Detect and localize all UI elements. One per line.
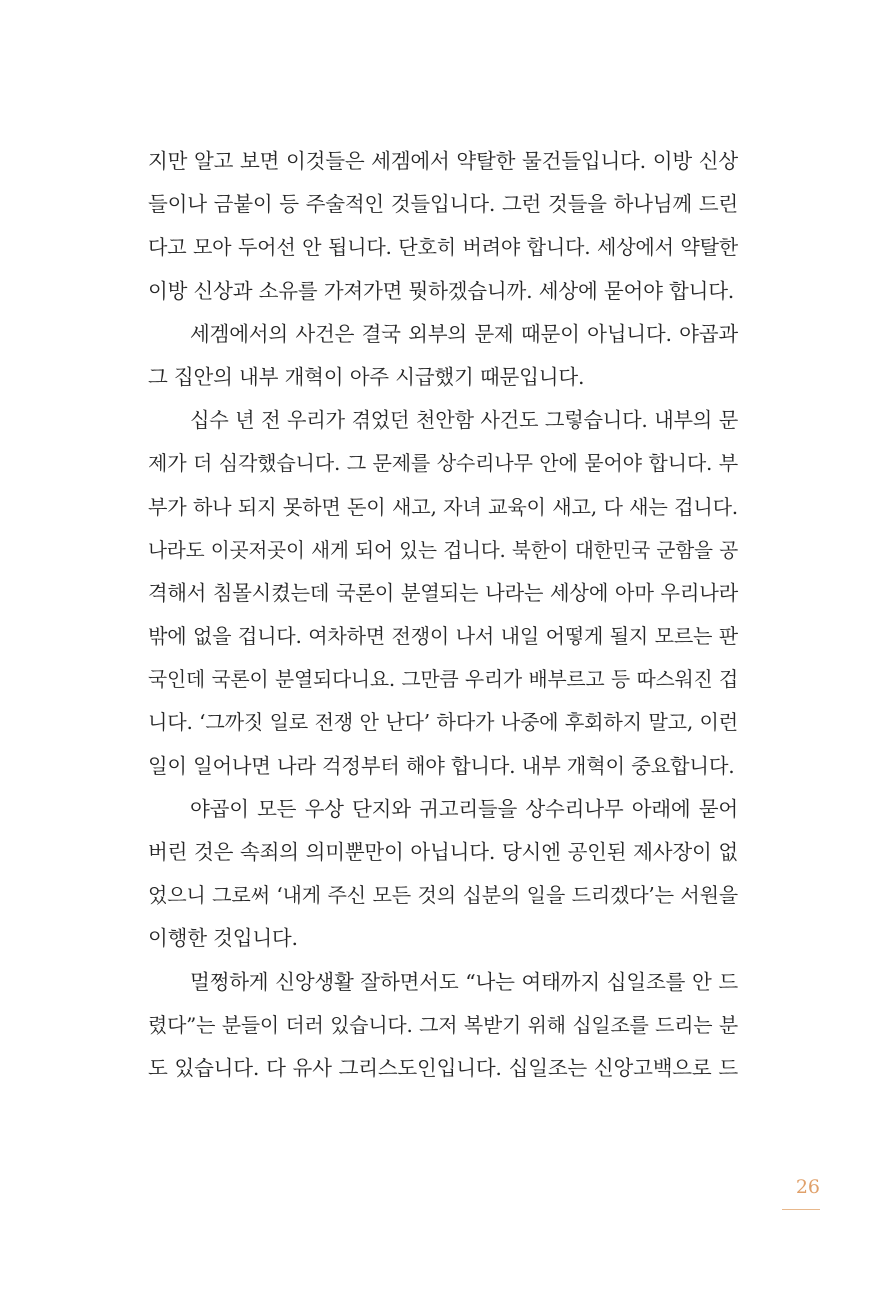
text-line: 지만 알고 보면 이것들은 세겜에서 약탈한 물건들입니다. 이방 신상 [148, 149, 738, 173]
text-line: 들이나 금붙이 등 주술적인 것들입니다. 그런 것들을 하나님께 드린 [148, 192, 738, 217]
text-line: 다고 모아 두어선 안 됩니다. 단호히 버려야 합니다. 세상에서 약탈한 [148, 235, 738, 260]
text-line: 부가 하나 되지 못하면 돈이 새고, 자녀 교육이 새고, 다 새는 겁니다. [148, 494, 738, 519]
text-line: 일이 일어나면 나라 걱정부터 해야 합니다. 내부 개혁이 중요합니다. [148, 753, 735, 778]
text-line: 이행한 것입니다. [148, 926, 298, 951]
text-line: 렸다”는 분들이 더러 있습니다. 그저 복받기 위해 십일조를 드리는 분 [148, 1012, 738, 1037]
text-line: 야곱이 모든 우상 단지와 귀고리들을 상수리나무 아래에 묻어 [190, 796, 738, 821]
text-line: 멀쩡하게 신앙생활 잘하면서도 “나는 여태까지 십일조를 안 드 [190, 969, 738, 994]
page-number-rule [782, 1209, 820, 1210]
text-line: 격해서 침몰시켰는데 국론이 분열되는 나라는 세상에 아마 우리나라 [148, 580, 738, 605]
text-line: 제가 더 심각했습니다. 그 문제를 상수리나무 안에 묻어야 합니다. 부 [148, 451, 738, 476]
text-line: 십수 년 전 우리가 겪었던 천안함 사건도 그렇습니다. 내부의 문 [190, 408, 738, 433]
text-line: 밖에 없을 겁니다. 여차하면 전쟁이 나서 내일 어떻게 될지 모르는 판 [148, 624, 738, 649]
body-text [148, 140, 738, 1090]
text-line: 니다. ‘그까짓 일로 전쟁 안 난다’ 하다가 나중에 후회하지 말고, 이런 [148, 710, 738, 735]
text-line: 국인데 국론이 분열되다니요. 그만큼 우리가 배부르고 등 따스워진 겁 [148, 668, 738, 692]
text-line: 그 집안의 내부 개혁이 아주 시급했기 때문입니다. [148, 364, 585, 389]
text-line: 버린 것은 속죄의 의미뿐만이 아닙니다. 당시엔 공인된 제사장이 없 [148, 840, 738, 864]
page-number: 26 [795, 1176, 820, 1198]
text-line: 세겜에서의 사건은 결국 외부의 문제 때문이 아닙니다. 야곱과 [190, 321, 738, 346]
text-line: 도 있습니다. 다 유사 그리스도인입니다. 십일조는 신앙고백으로 드 [148, 1055, 738, 1080]
text-line: 나라도 이곳저곳이 새게 되어 있는 겁니다. 북한이 대한민국 군함을 공 [148, 538, 738, 562]
text-line: 이방 신상과 소유를 가져가면 뭣하겠습니까. 세상에 묻어야 합니다. [148, 278, 735, 303]
text-line: 었으니 그로써 ‘내게 주신 모든 것의 십분의 일을 드리겠다’는 서원을 [148, 883, 738, 908]
